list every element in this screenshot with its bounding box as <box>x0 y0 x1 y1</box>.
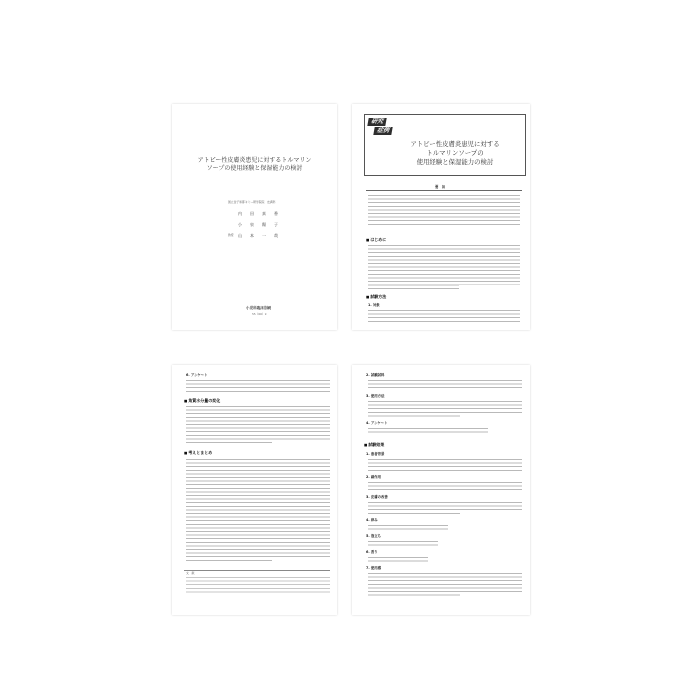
article-title-line-1: アトピー性皮膚炎患児に対する <box>410 140 500 148</box>
subsection-usage: 3. 使用方法 <box>366 394 385 398</box>
result-skin-improvement: 3. 皮膚の改善 <box>366 495 388 499</box>
side-effects-text <box>368 482 522 492</box>
skin-improvement-text <box>368 502 522 515</box>
lather-text <box>368 541 438 547</box>
section-results-heading: ■ 試験結果 <box>364 442 384 448</box>
subsection-questionnaire-2: 4. アンケート <box>366 421 388 425</box>
section-method-heading: ■ 試験方法 <box>366 294 386 300</box>
summary-heading: 要 旨 <box>432 185 448 189</box>
subsection-test-sample: 2. 試験試料 <box>366 373 385 377</box>
journal-name: 小児科臨床別刷 <box>246 306 272 310</box>
intro-text <box>368 245 520 289</box>
section-moisture-heading: ■ 角質水分量の変化 <box>184 398 220 404</box>
questionnaire-text <box>186 380 330 393</box>
feel-text <box>368 573 522 597</box>
cover-title-line-1: アトピー性皮膚炎患児に対するトルマリン <box>197 157 312 164</box>
result-lather: 5. 泡立ち <box>366 534 381 538</box>
cover-author-3: 山 本 一 哉 <box>238 233 280 238</box>
test-sample-text <box>368 380 522 390</box>
cover-author-2: 小 泉 陽 子 <box>238 222 280 227</box>
fragrance-text <box>368 557 428 563</box>
itch-text <box>368 525 448 531</box>
questionnaire-2-text <box>368 428 488 434</box>
subjects-text <box>368 310 520 323</box>
article-title-line-3: 使用経験と保湿能力の検討 <box>416 158 494 166</box>
subsection-subjects: 1. 対象 <box>368 303 380 307</box>
result-patient-background: 1. 患者背景 <box>366 452 385 456</box>
article-title-line-2: トルマリンソープの <box>426 149 484 157</box>
badge-case: 症例 <box>373 127 392 135</box>
summary-rule <box>366 190 522 191</box>
result-itch: 4. 痒み <box>366 518 378 522</box>
result-fragrance: 6. 香り <box>366 550 378 554</box>
patient-background-text <box>368 459 522 472</box>
cover-title-line-2: ソープの使用経験と保湿能力の検討 <box>206 165 303 172</box>
summary-text <box>368 195 520 226</box>
cover-author-1: 内 田 真 香 <box>238 211 280 216</box>
usage-text <box>368 401 522 418</box>
journal-volume: 55（00）2 <box>252 312 267 316</box>
subsection-questionnaire: 6. アンケート <box>186 373 208 377</box>
section-conclusion-heading: ■ 考えとまとめ <box>184 450 212 456</box>
conclusion-text <box>186 459 330 561</box>
moisture-text <box>186 406 330 444</box>
cover-affiliation: 国立金子和都キミー研学院院 皮膚科 <box>228 200 276 204</box>
references-label: 文 献 <box>186 571 195 575</box>
offprint-cover-page <box>172 104 337 330</box>
references-rule <box>184 570 330 571</box>
cover-author-3-title: 教授 <box>228 233 234 237</box>
badge-research: 研究 <box>367 118 386 126</box>
result-feel: 7. 使用感 <box>366 566 381 570</box>
result-side-effects: 2. 副作用 <box>366 475 381 479</box>
references-text <box>186 577 330 594</box>
section-intro-heading: ■ はじめに <box>366 237 386 243</box>
